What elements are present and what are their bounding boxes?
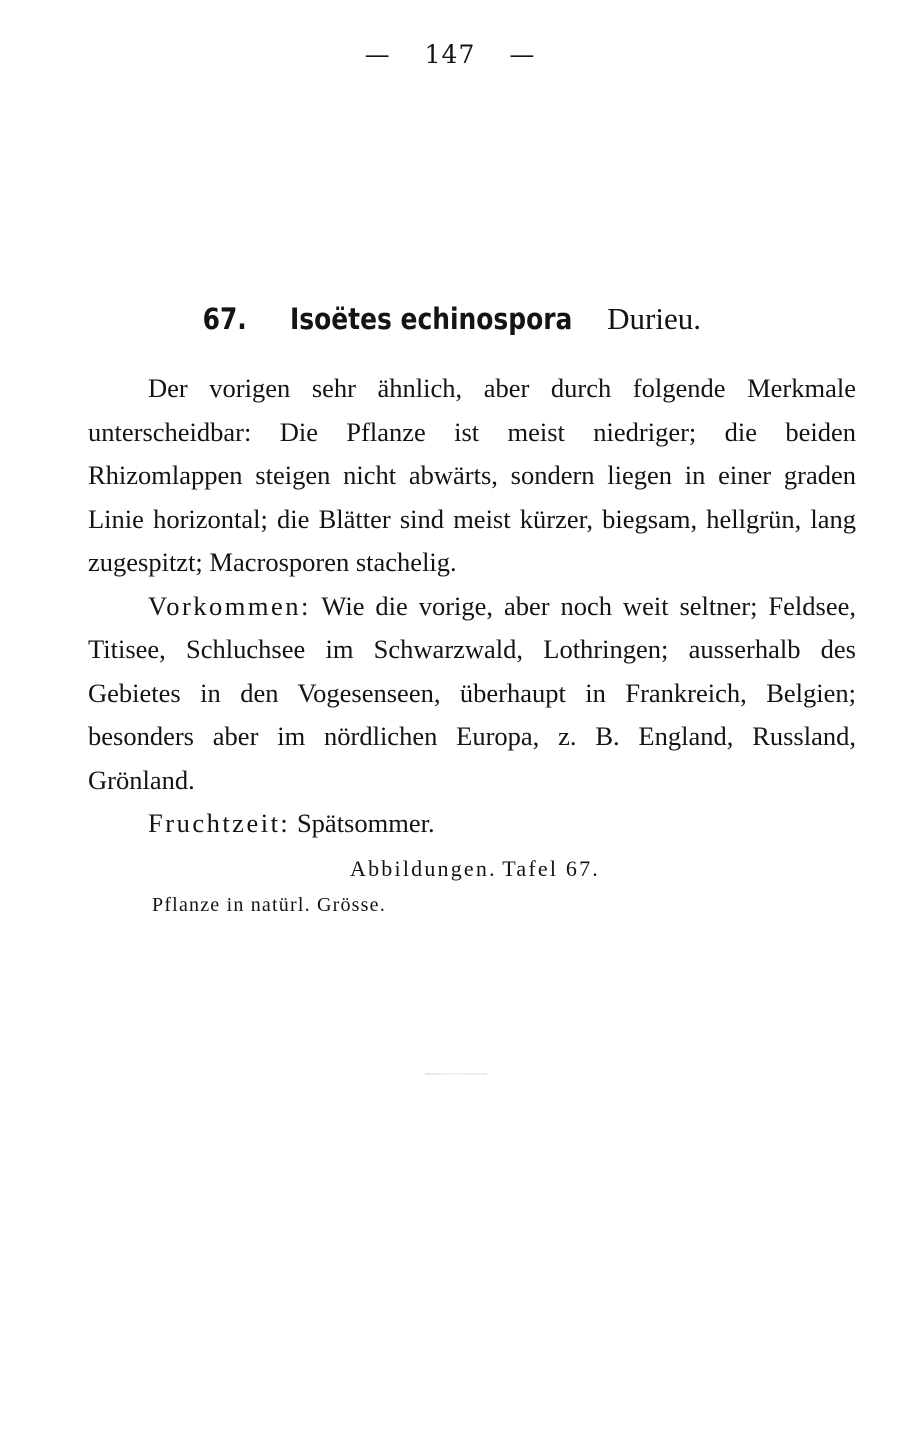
page-number-dash-left: — <box>364 40 391 69</box>
page-number: 147 <box>424 40 476 69</box>
species-number: 67. <box>202 302 247 336</box>
illustrations-section <box>0 856 900 917</box>
illustrations-title <box>50 856 900 882</box>
page-number-dash-right: — <box>509 40 536 69</box>
print-smudge <box>425 1073 487 1075</box>
species-author: Durieu. <box>607 301 701 336</box>
occurrence-paragraph <box>88 585 856 803</box>
illustration-caption: Pflanze in natürl. Grösse. <box>152 894 386 916</box>
occurrence-text: Wie die vorige, aber noch weit seltner; Feldsee, Titisee, Schluchsee im Schwarzwald, Lothringen; ausserhalb des Gebietes in den Vogesenseen, überhaupt in Frankreich, Belgien; besonders aber im nördlichen Europa, z. B. England, Russland, Grönland. <box>88 590 856 795</box>
description-paragraph: Der vorigen sehr ähnlich, aber durch folgende Merkmale unterscheidbar: Die Pflanze ist meist niedriger; die beiden Rhizomlappen steigen nicht abwärts, sondern liegen in einer graden Linie horizontal; die Blätter sind meist kürzer, biegsam, hellgrün, lang zugespitzt; Macrosporen stachelig. <box>88 373 856 577</box>
fruiting-label: Fruchtzeit: <box>148 808 291 838</box>
occurrence-label: Vorkommen: <box>148 590 311 621</box>
species-name: Isoëtes echinospora <box>289 302 572 336</box>
page-number-header <box>0 40 900 69</box>
fruiting-text: Spätsommer. <box>296 808 435 838</box>
body-text <box>88 367 856 846</box>
species-heading <box>0 298 900 339</box>
plate-reference: Tafel 67. <box>502 856 600 881</box>
illustrations-label: Abbildungen. <box>350 856 497 881</box>
fruiting-paragraph <box>88 802 856 846</box>
